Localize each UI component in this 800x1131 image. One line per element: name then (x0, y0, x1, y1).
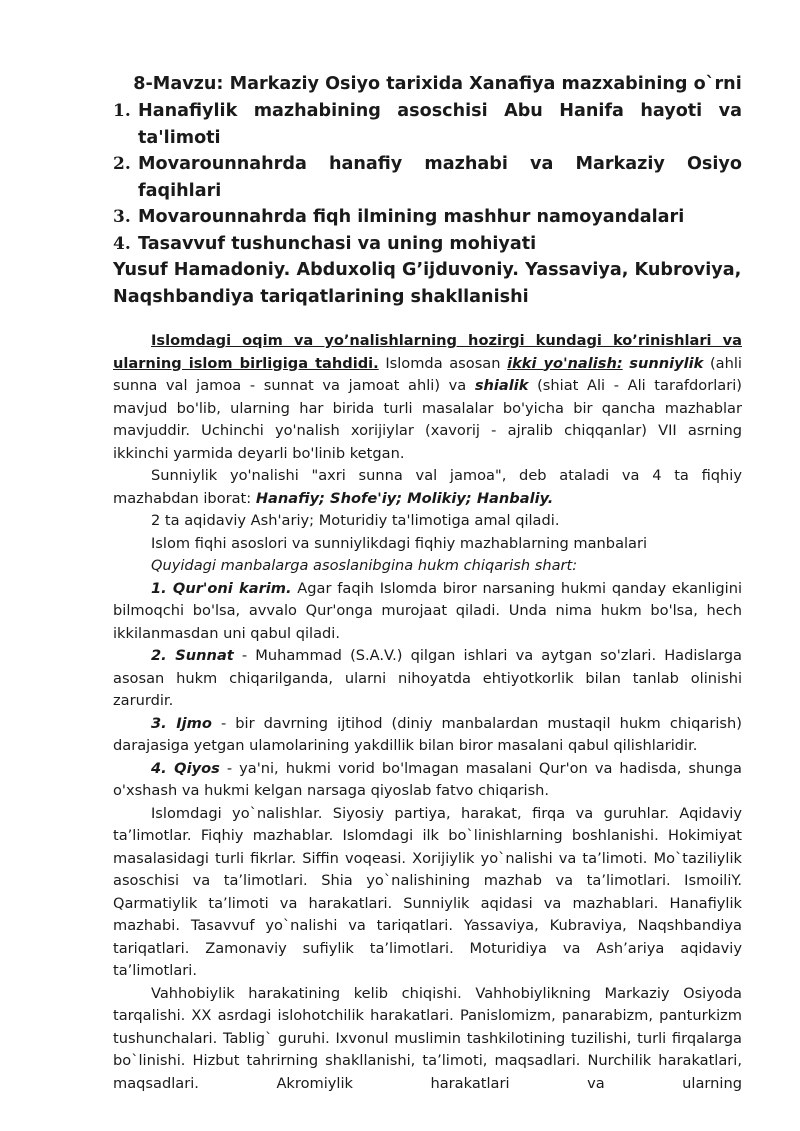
paragraph: Islomdagi yo`nalishlar. Siyosiy partiya, harakat, firqa va guruhlar. Aqidaviy ta’limotlar. Fiqhiy mazhablar. Islomdagi ilk bo`linishlarning boshlanishi. Hokimiyat masalasidagi turli fikrlar. Siffin voqeasi. Xorijiylik yo`nalishi va ta’limoti. Mo`taziliylik asoschisi va ta’limotlari. Shia yo`nalishining mazhab va ta’limotlari. IsmoiliY. Qarmatiylik ta’limoti va harakatlari. Sunniylik aqidasi va mazhablari. Hanafiylik mazhabi. Tasavvuf yo`nalishi va tariqatlari. Yassaviya, Kubraviya, Naqshbandiya tariqatlari. Zamonaviy sufiylik ta’limotlari. Moturidiya va Ash’ariya aqidaviy ta’limotlari. (113, 804, 742, 979)
topic-item (113, 151, 742, 204)
topic-item (113, 231, 742, 258)
paragraph (113, 330, 742, 465)
topic-number: 3. (113, 207, 131, 227)
topic-number: 2. (113, 154, 131, 174)
document-page (113, 72, 742, 1095)
text-run: - Muhammad (S.A.V.) qilgan ishlari va aytgan so'zlari. Hadislarga asosan hukm chiqarilganda, ularni nihoyatda ehtiyotkorlik bilan tanlab olinishi zarurdir. (113, 647, 742, 709)
emphasis: 4. Qiyos (151, 759, 220, 777)
subheading: Yusuf Hamadoniy. Abduxoliq G’ijduvoniy. Yassaviya, Kubroviya, Naqshbandiya tariqatlarining shakllanishi (113, 260, 742, 307)
text-run: (ahli sunna val jamoa - sunnat va jamoat ahli) va (113, 354, 742, 394)
paragraph (113, 465, 742, 510)
text-run: - ya'ni, hukmi vorid bo'lmagan masalani Qur'on va hadisda, shunga o'xshash va hukmi kelgan narsaga qiyoslab fatvo chiqarish. (113, 759, 742, 799)
emphasis: ikki yo'nalish: (507, 354, 623, 372)
text-run: - bir davrning ijtihod (diniy manbalardan mustaqil hukm chiqarish) darajasiga yetgan ulamolarining yakdillik bilan biror masalani qabul qilishlaridir. (113, 714, 742, 754)
paragraph (113, 758, 742, 803)
paragraph: Quyidagi manbalarga asoslanibgina hukm chiqarish shart: (151, 557, 578, 574)
text-run: Sunniylik yo'nalishi "axri sunna val jamoa", deb ataladi va 4 ta fiqhiy mazhabdan iborat: (113, 467, 742, 507)
text-run: (shiat Ali - Ali tarafdorlari) mavjud bo'lib, ularning har birida turli masalalar bo'yicha bir qancha mazhablar mavjuddir. Uchinchi yo'nalish xorijiylar (xavorij - ajralib chiqqanlar) VII asrning ikkinchi yarmida deyarli bo'linib ketgan. (113, 377, 742, 462)
emphasis: 2. Sunnat (151, 647, 234, 664)
emphasis: 1. Qur'oni karim. (151, 579, 292, 597)
emphasis: sunniylik (629, 354, 704, 372)
topic-text: Movarounnahrda hanafiy mazhabi va Markaziy Osiyo faqihlari (138, 154, 742, 201)
body-text (113, 330, 742, 1095)
text-run: Agar faqih Islomda biror narsaning hukmi qanday ekanligini bilmoqchi bo'lsa, avvalo Qur'onga murojaat qiladi. Unda nima hukm bo'lsa, hech ikkilanmasdan uni qabul qiladi. (113, 579, 742, 642)
paragraph (113, 578, 742, 646)
topic-text: Hanafiylik mazhabining asoschisi Abu Hanifa hayoti va ta'limoti (138, 101, 742, 148)
section-heading: Islomdagi oqim va yo’nalishlarning hozirgi kundagi ko’rinishlari va ularning islom birligiga tahdidi. (113, 332, 742, 372)
topic-item (113, 98, 742, 151)
topic-number: 4. (113, 233, 131, 254)
topic-text: Movarounnahrda fiqh ilmining mashhur namoyandalari (138, 207, 685, 227)
emphasis: 3. Ijmo (151, 714, 212, 732)
paragraph: Vahhobiylik harakatining kelib chiqishi. Vahhobiylikning Markaziy Osiyoda tarqalishi. XX asrdagi islohotchilik harakatlari. Panislomizm, panarabizm, panturkizm tushunchalari. Tablig` guruhi. Ixvonul muslimin tashkilotining tuzilishi, turli firqalarga bo`linishi. Hizbut tahrirning shakllanishi, ta’limoti, maqsadlari. Nurchilik harakatlari, maqsadlari. Akromiylik harakatlari va ularning (113, 984, 742, 1092)
topic-text: Tasavvuf tushunchasi va uning mohiyati (138, 233, 537, 254)
topic-list (113, 98, 742, 257)
topic-item (113, 204, 742, 231)
topic-number: 1. (113, 101, 131, 121)
text-run: Islomda asosan (378, 354, 508, 372)
page-title: 8-Mavzu: Markaziy Osiyo tarixida Xanafiya mazxabining o`rni (133, 74, 742, 94)
emphasis: shialik (474, 377, 529, 394)
paragraph: Islom fiqhi asoslori va sunniylikdagi fiqhiy mazhablarning manbalari (151, 534, 648, 552)
paragraph (113, 645, 742, 713)
paragraph: 2 ta aqidaviy Ash'ariy; Moturidiy ta'limotiga amal qiladi. (151, 512, 560, 529)
paragraph (113, 713, 742, 758)
emphasis: Hanafiy; Shofe'iy; Molikiy; Hanbaliy. (255, 489, 554, 507)
